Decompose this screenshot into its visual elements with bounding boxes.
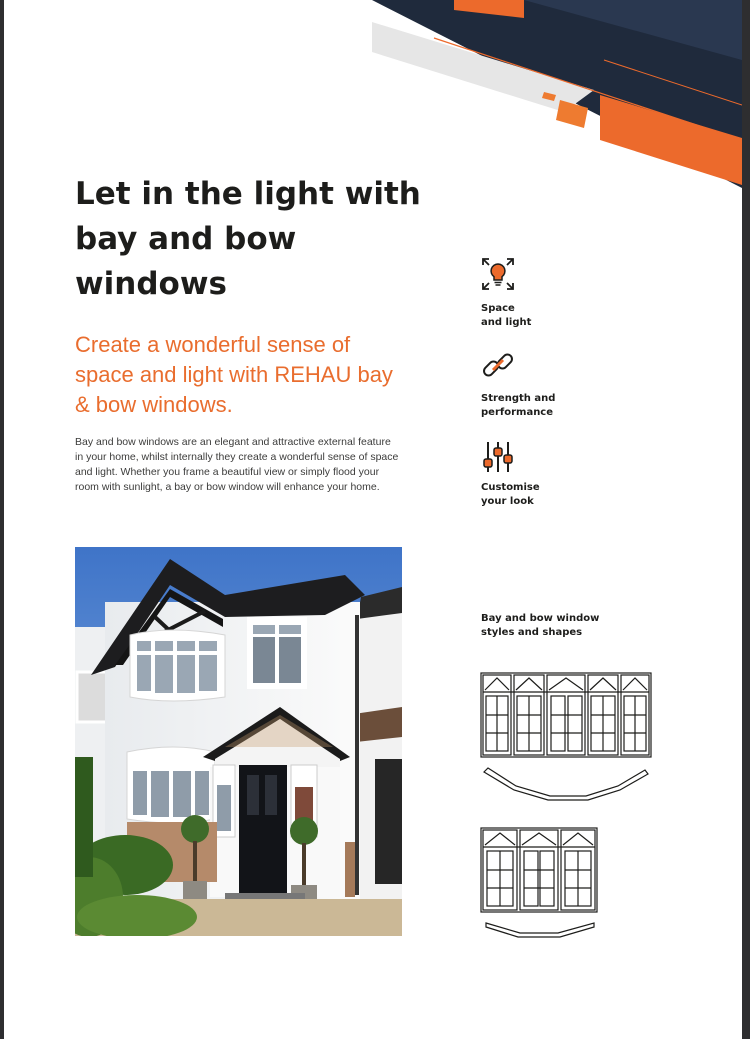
chain-link-icon — [480, 347, 516, 383]
bow-window-diagram — [480, 672, 652, 804]
lightbulb-expand-icon — [480, 256, 516, 292]
brochure-page — [4, 0, 742, 1039]
feature-label-space: Space and light — [481, 303, 532, 328]
diagrams-title: Bay and bow window styles and shapes — [481, 613, 600, 638]
sliders-icon — [480, 439, 516, 475]
page-title: Let in the light with bay and bow windows — [75, 176, 421, 302]
decorative-banner — [4, 0, 742, 200]
bay-window-diagram — [480, 827, 600, 939]
feature-label-strength: Strength and performance — [481, 393, 556, 418]
feature-label-customise: Customise your look — [481, 482, 540, 507]
house-photo — [75, 547, 402, 936]
body-paragraph: Bay and bow windows are an elegant and attractive external feature in your home, whilst internally they create a wonderful sense of space and light. Whether you frame a beautiful view or simply flood your room with sunlight, a bay or bow window will enhance your home. — [75, 436, 399, 493]
subheading: Create a wonderful sense of space and light with REHAU bay & bow windows. — [75, 332, 393, 417]
